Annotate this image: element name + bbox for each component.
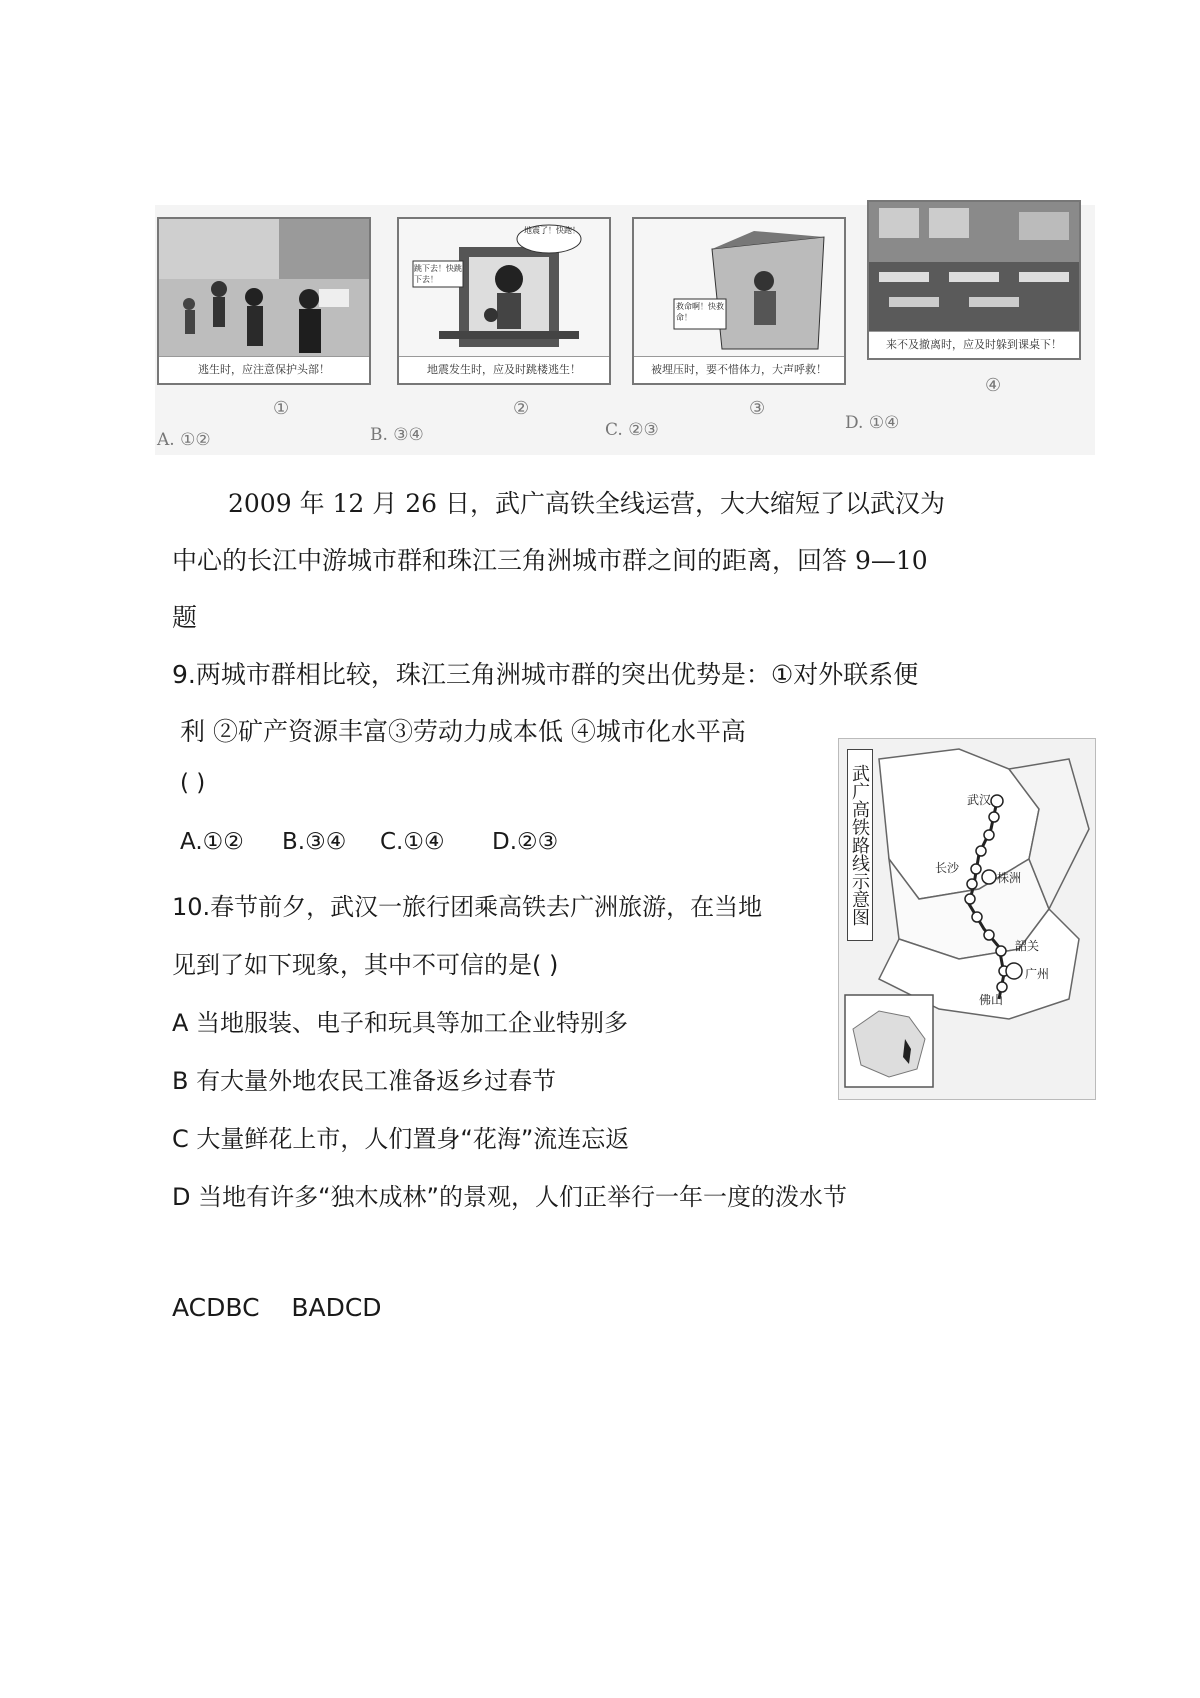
strip-option-d: D. ①④	[845, 413, 900, 433]
panel-2-caption: 地震发生时，应及时跳楼逃生！	[399, 356, 609, 383]
q9-text: 9.两城市群相比较，珠江三角洲城市群的突出优势是：①对外联系便	[172, 660, 919, 689]
city-foshan: 佛山	[979, 993, 1004, 1007]
panel-3	[632, 217, 846, 385]
panel-1-number: ①	[273, 398, 290, 419]
strip-option-c: C. ②③	[605, 420, 659, 440]
panel-4	[867, 200, 1081, 360]
q10-option-a: A 当地服装、电子和玩具等加工企业特别多	[172, 1009, 629, 1037]
panel-3-number: ③	[749, 398, 766, 419]
intro-line-1: 2009 年 12 月 26 日，武广高铁全线运营，大大缩短了以武汉为	[228, 489, 945, 518]
q9-line-2: 利 ②矿产资源丰富③劳动力成本低 ④城市化水平高	[180, 717, 746, 746]
q9-line-1	[172, 655, 918, 691]
panel-4-caption: 来不及撤离时，应及时躲到课桌下！	[869, 331, 1079, 358]
q10-option-b: B 有大量外地农民工准备返乡过春节	[172, 1067, 557, 1095]
strip-option-b: B. ③④	[370, 425, 424, 445]
panel-1-caption: 逃生时，应注意保护头部！	[159, 356, 369, 383]
earthquake-panels-strip	[155, 205, 1095, 455]
map-title: 武广高铁路线示意图	[847, 749, 873, 941]
q10-line-1: 10.春节前夕，武汉一旅行团乘高铁去广洲旅游，在当地	[172, 893, 763, 921]
intro-line-2: 中心的长江中游城市群和珠江三角洲城市群之间的距离，回答 9—10	[172, 546, 928, 575]
city-changsha: 长沙	[935, 861, 960, 875]
panel-2-number: ②	[513, 398, 530, 419]
panel-2	[397, 217, 611, 385]
panel-2-bubble-2: 跳下去！快跳下去！	[414, 264, 462, 284]
panel-4-number: ④	[985, 375, 1002, 396]
q9-option-a: A.①②	[180, 829, 244, 855]
q10-option-d: D 当地有许多“独木成林”的景观，人们正举行一年一度的泼水节	[172, 1183, 847, 1211]
panel-1	[157, 217, 371, 385]
q10-option-c: C 大量鲜花上市，人们置身“花海”流连忘返	[172, 1125, 630, 1153]
q10-line-2: 见到了如下现象，其中不可信的是( )	[172, 951, 559, 979]
q9-option-d: D.②③	[492, 829, 559, 855]
q9-option-c: C.①④	[380, 829, 445, 855]
panel-3-bubble: 救命啊！快救命！	[676, 302, 724, 322]
panel-2-bubble-1: 地震了！快跑！	[524, 226, 580, 235]
city-zhuzhou: 株洲	[997, 871, 1022, 885]
city-shaoguan: 韶关	[1015, 939, 1040, 953]
panel-3-caption: 被埋压时，要不惜体力，大声呼救！	[634, 356, 844, 383]
intro-line-3: 题	[172, 603, 198, 632]
city-wuhan: 武汉	[967, 793, 992, 807]
q9-option-b: B.③④	[282, 829, 347, 855]
city-guangzhou: 广州	[1025, 967, 1050, 981]
q9-bracket: ( )	[180, 770, 206, 796]
strip-option-a: A. ①②	[157, 430, 211, 450]
answer-key: ACDBC BADCD	[172, 1293, 382, 1322]
railway-map	[838, 738, 1096, 1100]
